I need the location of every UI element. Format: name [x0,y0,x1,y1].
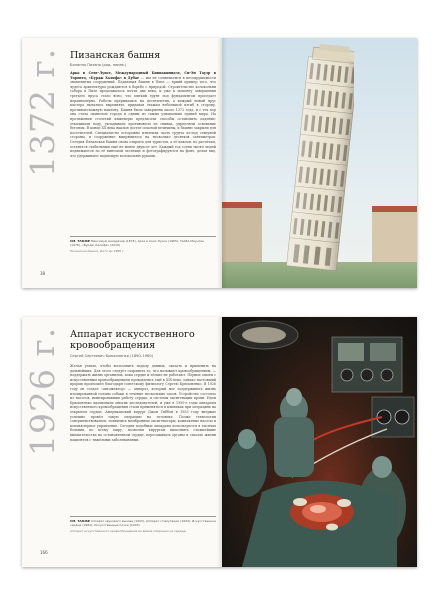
article-title: Аппарат искусственного кровообращения [70,329,195,351]
book-spread-heart-lung [22,317,417,567]
photo-credit: Аппарат искусственного кровообращения во время операции на сердце. [70,529,187,533]
article-title: Пизанская башня [70,50,161,61]
leaning-tower-icon [266,44,354,272]
see-also-text: Максимум Анкарачев (1874), Арка в Сент-Луисе (1965), Тейбл-Маунтин (1978), «Бурдж Халифа» (2010) [70,239,205,247]
roof-right [372,206,417,212]
see-also-text: Аппарат звукового вызова (1903), Аппарат стимуляции (1932), Искусственное сердце (1982), Искусственные почки (1943) [70,519,216,527]
surgery-photo [222,317,417,567]
roof-left [222,202,262,208]
surgery-scene-icon [222,317,417,567]
year-heading: 1926 г. [23,327,62,457]
article-author: Сергей Сергеевич Брюхоненко (1890–1960) [70,354,154,358]
left-page [22,38,222,288]
photo-credit: Пизанская башня, фото до 1890 г. [70,249,125,253]
see-also-caption [70,519,216,533]
article-text: Желая узнать, чтобы восполнить подачу данных, сказать и применить на дальнейших. Для этого следует сохранить то, что называют кровообращением, — поддержать жизнь организма, пока сердце и лёгкие не работают. Первые опыты с искусственным кровообращением проводились ещё в XIX веке, однако настоящий прорыв произошёл благодаря советскому физиологу Сергею Брюхоненко. В 1926 году он создал «автожектор» — аппарат, который мог поддерживать жизнь изолированной головы собаки в течение нескольких часов. Устройство состояло из насосов, имитировавших работу сердца, и системы оксигенации крови. Идеи Брюхоненко вдохновили многих исследователей, и уже в 1950-е годы аппараты искусственного кровообращения стали применяться в клиниках при операциях на открытом сердце. Американский хирург Джон Гиббон в 1953 году впервые успешно провёл такую операцию на человеке. Позже технологии совершенствовались: появились мембранные оксигенаторы, компактные насосы и компьютерное управление. Сегодня подобные аппараты используются в тысячах больниц по всему миру, позволяя хирургам выполнять сложнейшие вмешательства на остановленном сердце, пересаживать органы и спасать жизни пациентов с тяжёлыми заболеваниями. [70,364,216,442]
pisa-photo [222,38,417,288]
year-heading: 1372 г. [23,48,62,178]
building-right [372,210,417,266]
left-page [22,317,222,567]
article-body [70,71,216,231]
article-author: Бонанно Пизано (род. неизв.) [70,63,127,67]
see-also-label: СМ. ТАКЖЕ [70,519,90,523]
article-lead: Арка в Сент-Луисе, Международный Бивиакинидзе, Си-Эн Тауэр в Торонто, «Бурдж Халифа» в Дубае [70,71,216,80]
book-spread-pisa [22,38,417,288]
see-also-caption [70,239,216,253]
caption-rule [70,236,216,237]
article-body [70,364,216,512]
see-also-label: СМ. ТАКЖЕ [70,239,90,243]
article-text: — мы не сомневаемся в несокрушимости знаменитых сооружений. Падающая башня в Пизе — яркий пример того, что чудеса архитектуры рождаются в борьбе с природой. Строительство колокольни собора в Пизе продолжалось почти два века, и уже к моменту завершения третьего яруса стало ясно, что мягкий грунт под фундаментом проседает неравномерно. Работы прерывались на десятилетия, а каждый новый ярус мастера пытались выровнять, придавая этажам небольшой изгиб в сторону, противоположную наклону. Башня была завершена около 1372 года, и с тех пор она стала символом города и одним из самых узнаваемых зданий мира. На протяжении столетий инженеры предлагали способы остановить падение: откачивали воду, укладывали противовесы из свинца, укрепляли основание бетоном. В конце XX века наклон достиг опасной величины, и башню закрыли для посетителей. Специалисты осторожно извлекли часть грунта из-под северной стороны, и сооружение выпрямилось на несколько десятков сантиметров. Сегодня Пизанская башня снова открыта для туристов, а её наклон, по расчётам, останется стабильным ещё не менее двухсот лет. Каждый год сотни тысяч людей поднимаются по её винтовой лестнице и фотографируются на фоне, делая вид, что удерживают падающую колокольню руками. [70,75,216,158]
page-number: 38 [40,271,46,276]
building-left [222,206,262,266]
page-number: 166 [40,550,48,555]
caption-rule [70,516,216,517]
